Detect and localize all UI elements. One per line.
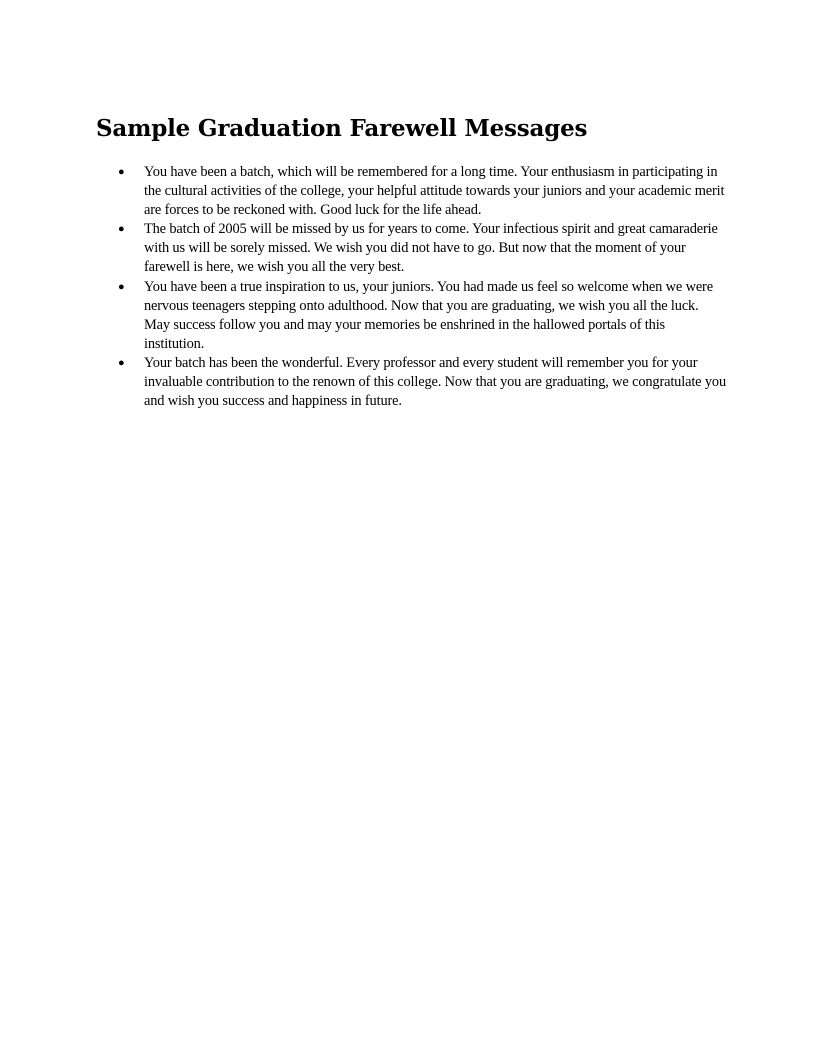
bullet-icon: ● bbox=[118, 280, 125, 293]
bullet-icon: ● bbox=[118, 166, 125, 178]
farewell-message-text: You have been a true inspiration to us, your juniors. You had made us feel so welcome when we were nervous teenagers stepping onto adulthood. Now that you are graduating, we wish you all the luck. May success follow you and may your memories be enshrined in the hallowed portals of this institution. bbox=[144, 278, 713, 352]
farewell-message-text: The batch of 2005 will be missed by us for years to come. Your infectious spirit and great camaraderie with us will be sorely missed. We wish you did not have to go. But now that the moment of your farewell is here, we wish you all the very best. bbox=[144, 221, 718, 276]
farewell-message-item bbox=[96, 163, 726, 220]
farewell-message-item bbox=[96, 220, 726, 277]
farewell-message-item bbox=[96, 278, 726, 354]
bullet-icon: ● bbox=[118, 356, 125, 369]
farewell-message-list bbox=[96, 163, 726, 411]
farewell-message-text: You have been a batch, which will be remembered for a long time. Your enthusiasm in participating in the cultural activities of the college, your helpful attitude towards your juniors and your academic merit are forces to be reckoned with. Good luck for the life ahead. bbox=[144, 164, 725, 219]
page-title: Sample Graduation Farewell Messages bbox=[96, 115, 588, 142]
bullet-icon: ● bbox=[118, 223, 125, 236]
farewell-message-text: Your batch has been the wonderful. Every professor and every student will remember you for your invaluable contribution to the renown of this college. Now that you are graduating, we congratulate you and wish you success and happiness in future. bbox=[144, 354, 726, 410]
farewell-message-item bbox=[96, 354, 726, 411]
